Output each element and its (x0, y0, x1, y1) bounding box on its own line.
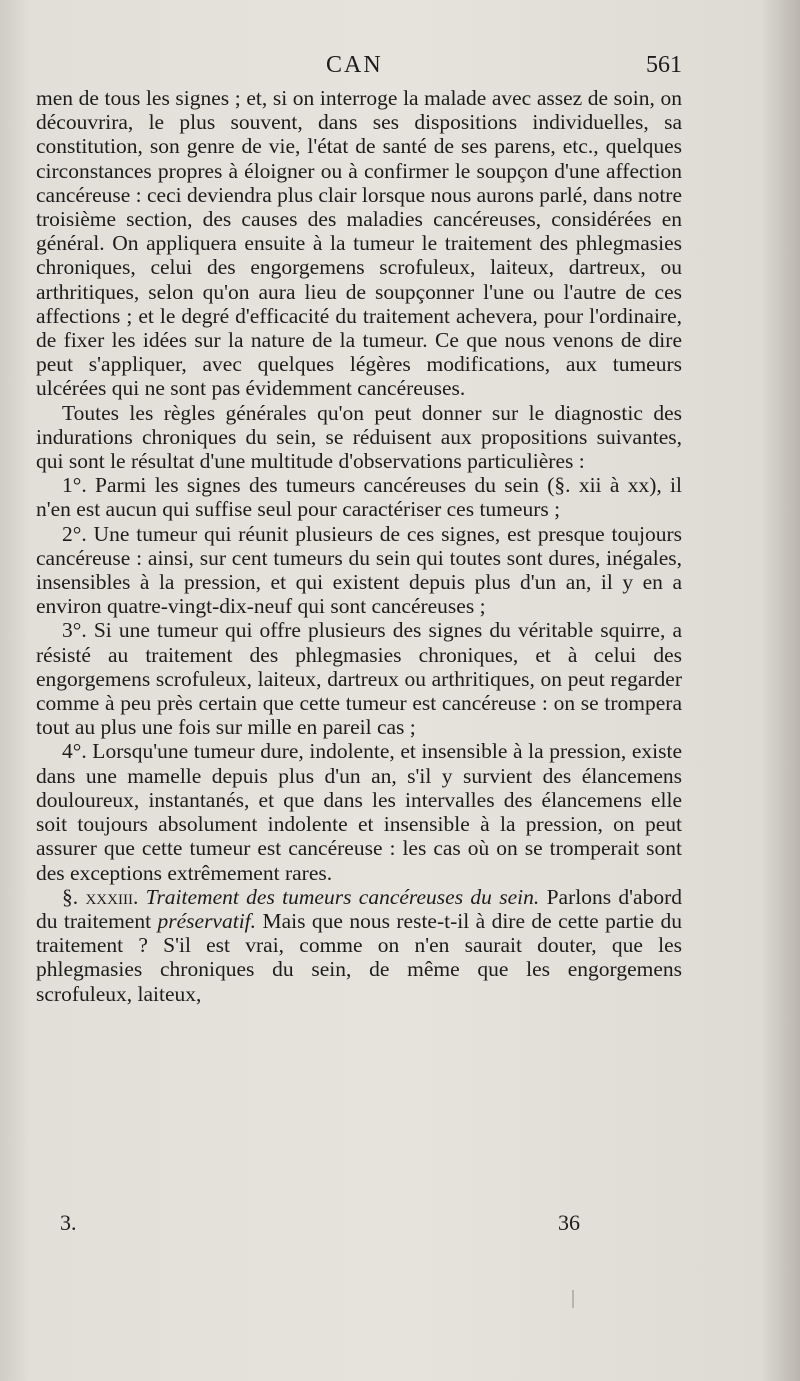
signature-mark: 3. (60, 1210, 77, 1235)
section-italic-word: préservatif. (157, 908, 257, 933)
paragraph-rule-3: 3°. Si une tumeur qui offre plusieurs des signes du véritable squirre, a résisté au traitement des phlegmasies chroniques, et à celui des engorgemens scrofuleux, laiteux, dartreux ou arthritiques, on peut regarder comme à peu près certain que cette tumeur est cancéreuse : on se trompera tout au plus une fois sur mille en pareil cas ; (36, 618, 682, 740)
paragraph-rule-4: 4°. Lorsqu'une tumeur dure, indolente, et insensible à la pression, existe dans une mamelle depuis plus d'un an, s'il y survient des élancemens douloureux, instantanés, et que dans les intervalles des élancemens elle soit toujours absolument indolente et insensible à la pression, on peut assurer que cette tumeur est cancéreuse : les cas où on se tromperait sont des exceptions extrêmement rares. (36, 739, 682, 885)
paragraph-rule-2: 2°. Une tumeur qui réunit plusieurs de ces signes, est presque toujours cancéreuse : ainsi, sur cent tumeurs du sein qui toutes sont dures, inégales, insensibles à la pression, et qui existent depuis plus d'un an, il y en a environ quatre-vingt-dix-neuf qui sont cancéreuses ; (36, 521, 682, 619)
page-number: 561 (646, 52, 682, 78)
page-footer (60, 1210, 580, 1240)
margin-mark (572, 1290, 574, 1308)
page-header (36, 52, 682, 86)
folio-number: 36 (558, 1210, 580, 1235)
paragraph-continuation: men de tous les signes ; et, si on interroge la malade avec assez de soin, on découvrira, le plus souvent, dans ses dispositions individuelles, sa constitution, son genre de vie, l'état de santé de ses parens, etc., quelques circonstances propres à éloigner ou à confirmer le soupçon d'une affection cancéreuse : ceci deviendra plus clair lorsque nous aurons parlé, dans notre troisième section, des causes des maladies cancéreuses, considérées en général. On appliquera ensuite à la tumeur le traitement des phlegmasies chroniques, celui des engorgemens scrofuleux, laiteux, dartreux, ou arthritiques, selon qu'on aura lieu de soupçonner l'une ou l'autre de ces affections ; et le degré d'efficacité du traitement achevera, pour l'ordinaire, de fixer les idées sur la nature de la tumeur. Ce que nous venons de dire peut s'appliquer, avec quelques légères modifications, aux tumeurs ulcérées qui ne sont pas évidemment cancéreuses. (36, 86, 682, 401)
paragraph-rules-intro: Toutes les règles générales qu'on peut donner sur le diagnostic des indurations chroniques du sein, se réduisent aux propositions suivantes, qui sont le résultat d'une multitude d'observations particulières : (36, 400, 682, 474)
page-body (36, 86, 682, 1006)
section-paragraph (36, 885, 682, 1006)
section-text-rest: Mais que nous reste-t-il à dire de cette partie du traitement ? S'il est vrai, comme on n'en saurait douter, que les phlegmasies chroniques du sein, de même que les engorgemens scrofuleux, laiteux, (36, 908, 683, 1006)
section-title: Traitement des tumeurs cancéreuses du sein. (145, 884, 540, 909)
section-text-start: Parlons d'abord du traitement (36, 884, 683, 933)
running-head: CAN (326, 52, 383, 78)
paragraph-rule-1: 1°. Parmi les signes des tumeurs cancéreuses du sein (§. xii à xx), il n'en est aucun qui suffise seul pour caractériser ces tumeurs ; (36, 473, 682, 522)
section-number: §. xxxiii. (62, 884, 139, 909)
